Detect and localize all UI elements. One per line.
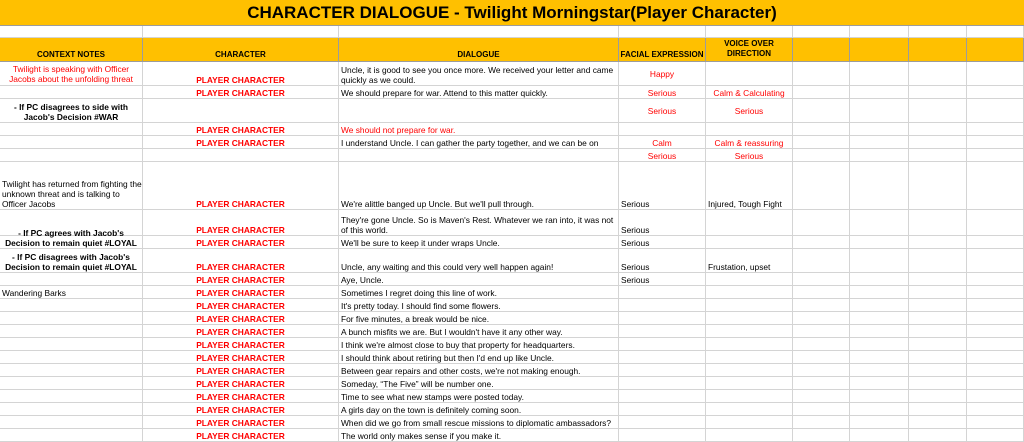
spreadsheet-cell[interactable] xyxy=(909,210,967,236)
spreadsheet-cell[interactable] xyxy=(967,299,1024,312)
cell-context[interactable] xyxy=(0,364,143,377)
spreadsheet-cell[interactable] xyxy=(850,26,909,38)
spreadsheet-cell[interactable] xyxy=(850,136,909,149)
cell-dialogue[interactable] xyxy=(339,99,619,123)
cell-facial[interactable] xyxy=(619,377,706,390)
cell-character[interactable]: PLAYER CHARACTER xyxy=(143,136,339,149)
spreadsheet-cell[interactable] xyxy=(909,351,967,364)
cell-character[interactable]: PLAYER CHARACTER xyxy=(143,364,339,377)
cell-facial[interactable] xyxy=(619,351,706,364)
sheet-title: CHARACTER DIALOGUE - Twilight Morningstar(Player Character) xyxy=(0,0,1024,26)
spreadsheet-cell[interactable] xyxy=(143,26,339,38)
cell-context[interactable] xyxy=(0,338,143,351)
cell-voice[interactable] xyxy=(706,273,793,286)
cell-character[interactable]: PLAYER CHARACTER xyxy=(143,299,339,312)
spreadsheet-cell[interactable] xyxy=(850,299,909,312)
cell-voice[interactable]: Serious xyxy=(706,99,793,123)
cell-facial[interactable] xyxy=(619,416,706,429)
spreadsheet-cell[interactable] xyxy=(967,286,1024,299)
cell-voice[interactable] xyxy=(706,351,793,364)
cell-dialogue[interactable]: We should not prepare for war. xyxy=(339,123,619,136)
spreadsheet-cell[interactable] xyxy=(850,62,909,86)
spreadsheet-cell[interactable] xyxy=(339,26,619,38)
cell-context[interactable]: - If PC disagrees to side with Jacob's Decision #WAR xyxy=(0,99,143,123)
cell-voice[interactable] xyxy=(706,312,793,325)
cell-facial[interactable]: Serious xyxy=(619,99,706,123)
cell-facial[interactable] xyxy=(619,364,706,377)
header-cell-empty[interactable] xyxy=(967,38,1024,62)
cell-dialogue[interactable]: We should prepare for war. Attend to this matter quickly. xyxy=(339,86,619,99)
spreadsheet-cell[interactable] xyxy=(909,416,967,429)
cell-character[interactable]: PLAYER CHARACTER xyxy=(143,286,339,299)
header-cell-empty[interactable] xyxy=(909,38,967,62)
spreadsheet-cell[interactable] xyxy=(909,62,967,86)
cell-character[interactable]: PLAYER CHARACTER xyxy=(143,403,339,416)
cell-character[interactable]: PLAYER CHARACTER xyxy=(143,390,339,403)
cell-dialogue[interactable]: We'll be sure to keep it under wraps Uncle. xyxy=(339,236,619,249)
spreadsheet-cell[interactable] xyxy=(909,299,967,312)
cell-dialogue[interactable]: Sometimes I regret doing this line of work. xyxy=(339,286,619,299)
cell-facial[interactable]: Serious xyxy=(619,273,706,286)
cell-dialogue[interactable]: Between gear repairs and other costs, we're not making enough. xyxy=(339,364,619,377)
spreadsheet-cell[interactable] xyxy=(967,26,1024,38)
spreadsheet-cell[interactable] xyxy=(793,26,850,38)
spreadsheet-cell[interactable] xyxy=(793,377,850,390)
cell-facial[interactable]: Serious xyxy=(619,249,706,273)
cell-context[interactable] xyxy=(0,136,143,149)
cell-context[interactable]: Twilight has returned from fighting the unknown threat and is talking to Officer Jacobs xyxy=(0,162,143,210)
spreadsheet-cell[interactable] xyxy=(909,338,967,351)
cell-character[interactable]: PLAYER CHARACTER xyxy=(143,429,339,442)
cell-context[interactable] xyxy=(0,325,143,338)
cell-dialogue[interactable]: For five minutes, a break would be nice. xyxy=(339,312,619,325)
cell-voice[interactable] xyxy=(706,403,793,416)
spreadsheet-cell[interactable] xyxy=(850,364,909,377)
cell-facial[interactable] xyxy=(619,299,706,312)
cell-dialogue[interactable]: It's pretty today. I should find some flowers. xyxy=(339,299,619,312)
spreadsheet-cell[interactable] xyxy=(909,162,967,210)
cell-character[interactable]: PLAYER CHARACTER xyxy=(143,416,339,429)
spreadsheet-cell[interactable] xyxy=(850,338,909,351)
spreadsheet-cell[interactable] xyxy=(909,236,967,249)
header-context-notes[interactable]: CONTEXT NOTES xyxy=(0,38,143,62)
cell-facial[interactable] xyxy=(619,403,706,416)
spreadsheet-cell[interactable] xyxy=(706,26,793,38)
spreadsheet-cell[interactable] xyxy=(850,312,909,325)
cell-facial[interactable]: Serious xyxy=(619,210,706,236)
spreadsheet-cell[interactable] xyxy=(0,26,143,38)
spreadsheet-cell[interactable] xyxy=(909,99,967,123)
spreadsheet-cell[interactable] xyxy=(909,390,967,403)
spreadsheet-cell[interactable] xyxy=(909,286,967,299)
spreadsheet-cell[interactable] xyxy=(850,403,909,416)
spreadsheet-cell[interactable] xyxy=(793,325,850,338)
cell-dialogue[interactable]: We're alittle banged up Uncle. But we'll pull through. xyxy=(339,162,619,210)
spreadsheet-cell[interactable] xyxy=(850,86,909,99)
spreadsheet-cell[interactable] xyxy=(909,249,967,273)
cell-facial[interactable]: Serious xyxy=(619,149,706,162)
cell-context[interactable] xyxy=(0,351,143,364)
cell-facial[interactable] xyxy=(619,390,706,403)
spreadsheet-cell[interactable] xyxy=(793,351,850,364)
spreadsheet-cell[interactable] xyxy=(850,249,909,273)
spreadsheet-cell[interactable] xyxy=(850,162,909,210)
spreadsheet-cell[interactable] xyxy=(850,99,909,123)
cell-voice[interactable]: Serious xyxy=(706,149,793,162)
spreadsheet-cell[interactable] xyxy=(793,273,850,286)
cell-character[interactable]: PLAYER CHARACTER xyxy=(143,210,339,236)
cell-character[interactable]: PLAYER CHARACTER xyxy=(143,62,339,86)
cell-facial[interactable] xyxy=(619,123,706,136)
cell-voice[interactable] xyxy=(706,390,793,403)
cell-context[interactable] xyxy=(0,312,143,325)
spreadsheet-cell[interactable] xyxy=(909,325,967,338)
spreadsheet-cell[interactable] xyxy=(619,26,706,38)
cell-voice[interactable] xyxy=(706,364,793,377)
cell-character[interactable]: PLAYER CHARACTER xyxy=(143,86,339,99)
spreadsheet-cell[interactable] xyxy=(967,377,1024,390)
spreadsheet-cell[interactable] xyxy=(793,149,850,162)
cell-context[interactable]: - If PC disagrees with Jacob's Decision to remain quiet #LOYAL xyxy=(0,249,143,273)
spreadsheet-cell[interactable] xyxy=(967,325,1024,338)
cell-dialogue[interactable]: A bunch misfits we are. But I wouldn't have it any other way. xyxy=(339,325,619,338)
spreadsheet-cell[interactable] xyxy=(909,26,967,38)
spreadsheet-cell[interactable] xyxy=(850,286,909,299)
cell-character[interactable]: PLAYER CHARACTER xyxy=(143,338,339,351)
spreadsheet-cell[interactable] xyxy=(909,364,967,377)
cell-context[interactable] xyxy=(0,299,143,312)
cell-dialogue[interactable]: When did we go from small rescue missions to diplomatic ambassadors? xyxy=(339,416,619,429)
cell-context[interactable] xyxy=(0,149,143,162)
cell-character[interactable]: PLAYER CHARACTER xyxy=(143,351,339,364)
spreadsheet-cell[interactable] xyxy=(967,351,1024,364)
cell-voice[interactable] xyxy=(706,286,793,299)
spreadsheet-cell[interactable] xyxy=(793,429,850,442)
header-voice-over-direction[interactable]: VOICE OVER DIRECTION xyxy=(706,38,793,62)
spreadsheet-cell[interactable] xyxy=(967,416,1024,429)
spreadsheet-cell[interactable] xyxy=(793,210,850,236)
cell-voice[interactable] xyxy=(706,338,793,351)
spreadsheet-cell[interactable] xyxy=(909,136,967,149)
cell-dialogue[interactable]: Uncle, it is good to see you once more. We received your letter and came quickly as we could. xyxy=(339,62,619,86)
spreadsheet-cell[interactable] xyxy=(967,162,1024,210)
spreadsheet-cell[interactable] xyxy=(909,273,967,286)
cell-dialogue[interactable]: The world only makes sense if you make it. xyxy=(339,429,619,442)
cell-character[interactable] xyxy=(143,149,339,162)
header-dialogue[interactable]: DIALOGUE xyxy=(339,38,619,62)
spreadsheet-cell[interactable] xyxy=(850,377,909,390)
cell-character[interactable]: PLAYER CHARACTER xyxy=(143,249,339,273)
cell-context[interactable] xyxy=(0,377,143,390)
cell-dialogue[interactable]: Time to see what new stamps were posted today. xyxy=(339,390,619,403)
header-character[interactable]: CHARACTER xyxy=(143,38,339,62)
cell-context[interactable] xyxy=(0,86,143,99)
spreadsheet-cell[interactable] xyxy=(909,377,967,390)
spreadsheet-cell[interactable] xyxy=(793,136,850,149)
header-cell-empty[interactable] xyxy=(850,38,909,62)
spreadsheet-cell[interactable] xyxy=(850,273,909,286)
cell-facial[interactable]: Happy xyxy=(619,62,706,86)
spreadsheet-cell[interactable] xyxy=(967,236,1024,249)
spreadsheet-cell[interactable] xyxy=(967,403,1024,416)
cell-dialogue[interactable]: They're gone Uncle. So is Maven's Rest. Whatever we ran into, it was not of this world. xyxy=(339,210,619,236)
spreadsheet-cell[interactable] xyxy=(850,429,909,442)
spreadsheet-cell[interactable] xyxy=(909,149,967,162)
cell-voice[interactable]: Calm & Calculating xyxy=(706,86,793,99)
spreadsheet-cell[interactable] xyxy=(793,123,850,136)
cell-facial[interactable]: Calm xyxy=(619,136,706,149)
spreadsheet-cell[interactable] xyxy=(850,390,909,403)
spreadsheet-cell[interactable] xyxy=(909,429,967,442)
cell-context[interactable] xyxy=(0,273,143,286)
spreadsheet-cell[interactable] xyxy=(793,364,850,377)
cell-facial[interactable]: Serious xyxy=(619,236,706,249)
spreadsheet-cell[interactable] xyxy=(967,210,1024,236)
cell-voice[interactable] xyxy=(706,325,793,338)
spreadsheet-cell[interactable] xyxy=(850,416,909,429)
cell-dialogue[interactable] xyxy=(339,149,619,162)
cell-character[interactable]: PLAYER CHARACTER xyxy=(143,325,339,338)
spreadsheet-cell[interactable] xyxy=(967,136,1024,149)
cell-context[interactable] xyxy=(0,416,143,429)
spreadsheet-cell[interactable] xyxy=(793,390,850,403)
cell-context[interactable]: Twilight is speaking with Officer Jacobs about the unfolding threat xyxy=(0,62,143,86)
cell-context[interactable] xyxy=(0,390,143,403)
spreadsheet-cell[interactable] xyxy=(850,351,909,364)
spreadsheet-cell[interactable] xyxy=(793,236,850,249)
spreadsheet-cell[interactable] xyxy=(967,312,1024,325)
cell-context[interactable]: Wandering Barks xyxy=(0,286,143,299)
cell-facial[interactable] xyxy=(619,312,706,325)
cell-context[interactable] xyxy=(0,123,143,136)
spreadsheet-cell[interactable] xyxy=(967,149,1024,162)
spreadsheet-cell[interactable] xyxy=(850,236,909,249)
cell-voice[interactable]: Calm & reassuring xyxy=(706,136,793,149)
spreadsheet-cell[interactable] xyxy=(850,149,909,162)
cell-voice[interactable] xyxy=(706,377,793,390)
spreadsheet-cell[interactable] xyxy=(909,86,967,99)
cell-character[interactable]: PLAYER CHARACTER xyxy=(143,377,339,390)
spreadsheet-cell[interactable] xyxy=(967,86,1024,99)
spreadsheet-cell[interactable] xyxy=(909,312,967,325)
spreadsheet-cell[interactable] xyxy=(967,429,1024,442)
cell-dialogue[interactable]: I think we're almost close to buy that property for headquarters. xyxy=(339,338,619,351)
spreadsheet-cell[interactable] xyxy=(793,286,850,299)
spreadsheet-cell[interactable] xyxy=(967,249,1024,273)
cell-voice[interactable]: Injured, Tough Fight xyxy=(706,162,793,210)
cell-character[interactable]: PLAYER CHARACTER xyxy=(143,236,339,249)
cell-voice[interactable] xyxy=(706,62,793,86)
spreadsheet-cell[interactable] xyxy=(793,403,850,416)
spreadsheet-cell[interactable] xyxy=(967,273,1024,286)
cell-voice[interactable] xyxy=(706,299,793,312)
cell-dialogue[interactable]: A girls day on the town is definitely coming soon. xyxy=(339,403,619,416)
spreadsheet-cell[interactable] xyxy=(793,249,850,273)
cell-voice[interactable] xyxy=(706,236,793,249)
cell-dialogue[interactable]: Aye, Uncle. xyxy=(339,273,619,286)
cell-dialogue[interactable]: I should think about retiring but then I'd end up like Uncle. xyxy=(339,351,619,364)
cell-character[interactable]: PLAYER CHARACTER xyxy=(143,312,339,325)
cell-facial[interactable] xyxy=(619,325,706,338)
spreadsheet-cell[interactable] xyxy=(967,99,1024,123)
cell-voice[interactable] xyxy=(706,416,793,429)
spreadsheet-cell[interactable] xyxy=(909,123,967,136)
spreadsheet-cell[interactable] xyxy=(909,403,967,416)
cell-facial[interactable] xyxy=(619,338,706,351)
cell-context[interactable]: - If PC agrees with Jacob's Decision to remain quiet #LOYAL xyxy=(0,236,143,249)
cell-facial[interactable] xyxy=(619,429,706,442)
spreadsheet-cell[interactable] xyxy=(793,62,850,86)
cell-dialogue[interactable]: Uncle, any waiting and this could very well happen again! xyxy=(339,249,619,273)
cell-dialogue[interactable]: I understand Uncle. I can gather the party together, and we can be on xyxy=(339,136,619,149)
cell-voice[interactable] xyxy=(706,210,793,236)
spreadsheet-cell[interactable] xyxy=(793,99,850,123)
cell-context[interactable] xyxy=(0,429,143,442)
spreadsheet-cell[interactable] xyxy=(793,162,850,210)
spreadsheet-cell[interactable] xyxy=(967,338,1024,351)
cell-facial[interactable]: Serious xyxy=(619,162,706,210)
spreadsheet-cell[interactable] xyxy=(850,325,909,338)
cell-facial[interactable]: Serious xyxy=(619,86,706,99)
spreadsheet-cell[interactable] xyxy=(967,123,1024,136)
spreadsheet-cell[interactable] xyxy=(793,299,850,312)
cell-facial[interactable] xyxy=(619,286,706,299)
spreadsheet-cell[interactable] xyxy=(793,416,850,429)
cell-character[interactable]: PLAYER CHARACTER xyxy=(143,273,339,286)
spreadsheet-cell[interactable] xyxy=(793,86,850,99)
header-facial-expression[interactable]: FACIAL EXPRESSION xyxy=(619,38,706,62)
spreadsheet-cell[interactable] xyxy=(967,364,1024,377)
header-cell-empty[interactable] xyxy=(793,38,850,62)
cell-character[interactable] xyxy=(143,99,339,123)
cell-voice[interactable] xyxy=(706,429,793,442)
spreadsheet-cell[interactable] xyxy=(850,123,909,136)
cell-voice[interactable] xyxy=(706,123,793,136)
spreadsheet-cell[interactable] xyxy=(967,62,1024,86)
cell-character[interactable]: PLAYER CHARACTER xyxy=(143,123,339,136)
spreadsheet-cell[interactable] xyxy=(793,338,850,351)
cell-dialogue[interactable]: Someday, “The Five” will be number one. xyxy=(339,377,619,390)
spreadsheet-cell[interactable] xyxy=(793,312,850,325)
cell-context[interactable] xyxy=(0,403,143,416)
cell-voice[interactable]: Frustation, upset xyxy=(706,249,793,273)
cell-character[interactable]: PLAYER CHARACTER xyxy=(143,162,339,210)
spreadsheet-cell[interactable] xyxy=(850,210,909,236)
spreadsheet-cell[interactable] xyxy=(967,390,1024,403)
